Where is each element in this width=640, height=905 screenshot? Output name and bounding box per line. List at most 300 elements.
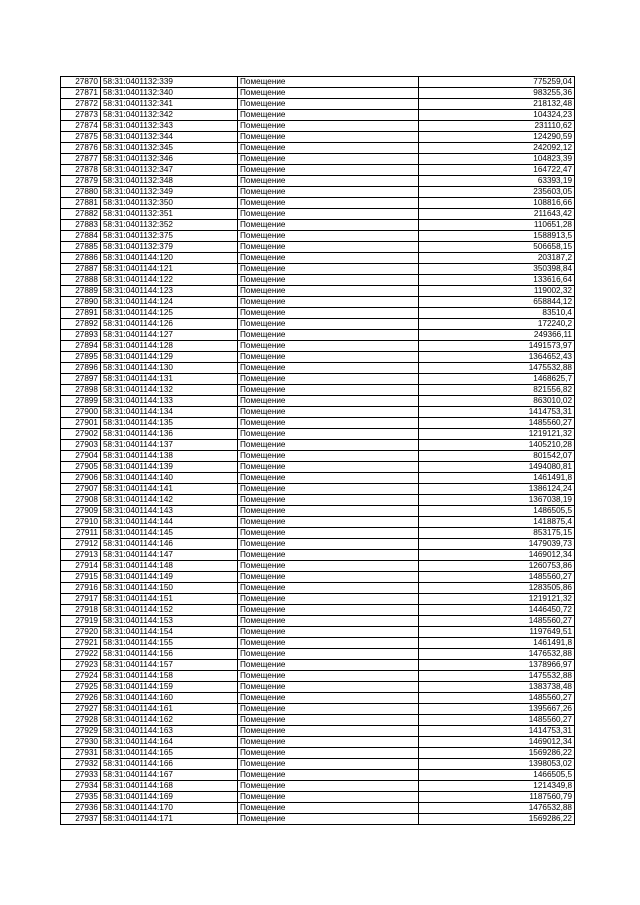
table-row	[61, 770, 575, 781]
object-type-cell: Помещение	[238, 286, 419, 297]
object-type-cell: Помещение	[238, 583, 419, 594]
row-number-cell: 27935	[61, 792, 101, 803]
cadastral-number-cell: 58:31:0401144:149	[101, 572, 238, 583]
object-type-cell: Помещение	[238, 363, 419, 374]
cadastral-value-cell: 110651,28	[419, 220, 575, 231]
object-type-cell: Помещение	[238, 121, 419, 132]
object-type-cell: Помещение	[238, 440, 419, 451]
cadastral-value-cell: 119002,32	[419, 286, 575, 297]
object-type-cell: Помещение	[238, 198, 419, 209]
cadastral-number-cell: 58:31:0401144:169	[101, 792, 238, 803]
table-row	[61, 715, 575, 726]
row-number-cell: 27882	[61, 209, 101, 220]
cadastral-number-cell: 58:31:0401144:131	[101, 374, 238, 385]
row-number-cell: 27913	[61, 550, 101, 561]
row-number-cell: 27871	[61, 88, 101, 99]
table-row	[61, 341, 575, 352]
table-row	[61, 374, 575, 385]
cadastral-number-cell: 58:31:0401144:158	[101, 671, 238, 682]
cadastral-number-cell: 58:31:0401144:132	[101, 385, 238, 396]
row-number-cell: 27931	[61, 748, 101, 759]
object-type-cell: Помещение	[238, 550, 419, 561]
cadastral-number-cell: 58:31:0401132:348	[101, 176, 238, 187]
row-number-cell: 27909	[61, 506, 101, 517]
object-type-cell: Помещение	[238, 231, 419, 242]
cadastral-value-cell: 1219121,32	[419, 429, 575, 440]
cadastral-value-cell: 1485560,27	[419, 418, 575, 429]
cadastral-value-cell: 1219121,32	[419, 594, 575, 605]
cadastral-number-cell: 58:31:0401144:143	[101, 506, 238, 517]
row-number-cell: 27923	[61, 660, 101, 671]
row-number-cell: 27925	[61, 682, 101, 693]
cadastral-number-cell: 58:31:0401144:138	[101, 451, 238, 462]
object-type-cell: Помещение	[238, 561, 419, 572]
object-type-cell: Помещение	[238, 814, 419, 825]
property-table	[60, 76, 575, 825]
cadastral-value-cell: 124290,59	[419, 132, 575, 143]
object-type-cell: Помещение	[238, 781, 419, 792]
row-number-cell: 27903	[61, 440, 101, 451]
object-type-cell: Помещение	[238, 132, 419, 143]
cadastral-value-cell: 1485560,27	[419, 715, 575, 726]
row-number-cell: 27899	[61, 396, 101, 407]
cadastral-number-cell: 58:31:0401144:130	[101, 363, 238, 374]
object-type-cell: Помещение	[238, 319, 419, 330]
table-row	[61, 484, 575, 495]
cadastral-value-cell: 863010,02	[419, 396, 575, 407]
cadastral-value-cell: 1569286,22	[419, 748, 575, 759]
row-number-cell: 27890	[61, 297, 101, 308]
cadastral-value-cell: 1398053,02	[419, 759, 575, 770]
cadastral-value-cell: 983255,36	[419, 88, 575, 99]
table-row	[61, 605, 575, 616]
object-type-cell: Помещение	[238, 759, 419, 770]
row-number-cell: 27904	[61, 451, 101, 462]
object-type-cell: Помещение	[238, 99, 419, 110]
table-row	[61, 660, 575, 671]
cadastral-number-cell: 58:31:0401144:152	[101, 605, 238, 616]
object-type-cell: Помещение	[238, 220, 419, 231]
cadastral-value-cell: 1461491,8	[419, 473, 575, 484]
row-number-cell: 27934	[61, 781, 101, 792]
table-row	[61, 99, 575, 110]
table-row	[61, 176, 575, 187]
object-type-cell: Помещение	[238, 77, 419, 88]
row-number-cell: 27921	[61, 638, 101, 649]
table-row	[61, 418, 575, 429]
cadastral-value-cell: 1476532,88	[419, 803, 575, 814]
cadastral-number-cell: 58:31:0401144:126	[101, 319, 238, 330]
object-type-cell: Помещение	[238, 396, 419, 407]
object-type-cell: Помещение	[238, 165, 419, 176]
cadastral-value-cell: 1466505,5	[419, 770, 575, 781]
table-row	[61, 396, 575, 407]
row-number-cell: 27878	[61, 165, 101, 176]
cadastral-number-cell: 58:31:0401144:120	[101, 253, 238, 264]
object-type-cell: Помещение	[238, 264, 419, 275]
row-number-cell: 27912	[61, 539, 101, 550]
table-row	[61, 165, 575, 176]
cadastral-value-cell: 108816,66	[419, 198, 575, 209]
row-number-cell: 27879	[61, 176, 101, 187]
cadastral-value-cell: 235603,05	[419, 187, 575, 198]
cadastral-number-cell: 58:31:0401132:349	[101, 187, 238, 198]
cadastral-number-cell: 58:31:0401144:171	[101, 814, 238, 825]
cadastral-number-cell: 58:31:0401144:156	[101, 649, 238, 660]
cadastral-value-cell: 1283505,86	[419, 583, 575, 594]
table-row	[61, 242, 575, 253]
row-number-cell: 27884	[61, 231, 101, 242]
row-number-cell: 27900	[61, 407, 101, 418]
table-row	[61, 462, 575, 473]
table-row	[61, 253, 575, 264]
table-row	[61, 583, 575, 594]
table-row	[61, 495, 575, 506]
cadastral-value-cell: 1569286,22	[419, 814, 575, 825]
object-type-cell: Помещение	[238, 627, 419, 638]
row-number-cell: 27916	[61, 583, 101, 594]
cadastral-number-cell: 58:31:0401132:340	[101, 88, 238, 99]
object-type-cell: Помещение	[238, 605, 419, 616]
table-row	[61, 781, 575, 792]
cadastral-number-cell: 58:31:0401144:133	[101, 396, 238, 407]
row-number-cell: 27910	[61, 517, 101, 528]
table-row	[61, 220, 575, 231]
table-row	[61, 231, 575, 242]
cadastral-value-cell: 1214349,8	[419, 781, 575, 792]
row-number-cell: 27887	[61, 264, 101, 275]
table-row	[61, 737, 575, 748]
row-number-cell: 27889	[61, 286, 101, 297]
table-row	[61, 594, 575, 605]
object-type-cell: Помещение	[238, 682, 419, 693]
row-number-cell: 27877	[61, 154, 101, 165]
cadastral-number-cell: 58:31:0401132:341	[101, 99, 238, 110]
cadastral-number-cell: 58:31:0401144:125	[101, 308, 238, 319]
cadastral-number-cell: 58:31:0401144:142	[101, 495, 238, 506]
cadastral-value-cell: 164722,47	[419, 165, 575, 176]
table-row	[61, 627, 575, 638]
cadastral-number-cell: 58:31:0401132:343	[101, 121, 238, 132]
cadastral-value-cell: 1485560,27	[419, 616, 575, 627]
cadastral-number-cell: 58:31:0401132:375	[101, 231, 238, 242]
cadastral-value-cell: 1461491,8	[419, 638, 575, 649]
cadastral-number-cell: 58:31:0401132:344	[101, 132, 238, 143]
object-type-cell: Помещение	[238, 792, 419, 803]
object-type-cell: Помещение	[238, 715, 419, 726]
cadastral-number-cell: 58:31:0401144:151	[101, 594, 238, 605]
row-number-cell: 27893	[61, 330, 101, 341]
object-type-cell: Помещение	[238, 726, 419, 737]
object-type-cell: Помещение	[238, 297, 419, 308]
cadastral-value-cell: 203187,2	[419, 253, 575, 264]
object-type-cell: Помещение	[238, 385, 419, 396]
cadastral-number-cell: 58:31:0401144:164	[101, 737, 238, 748]
cadastral-value-cell: 1494080,81	[419, 462, 575, 473]
table-row	[61, 330, 575, 341]
table-row	[61, 209, 575, 220]
cadastral-value-cell: 1485560,27	[419, 572, 575, 583]
object-type-cell: Помещение	[238, 803, 419, 814]
table-row	[61, 616, 575, 627]
object-type-cell: Помещение	[238, 429, 419, 440]
object-type-cell: Помещение	[238, 418, 419, 429]
object-type-cell: Помещение	[238, 737, 419, 748]
cadastral-value-cell: 1469012,34	[419, 737, 575, 748]
cadastral-value-cell: 1469012,34	[419, 550, 575, 561]
object-type-cell: Помещение	[238, 209, 419, 220]
object-type-cell: Помещение	[238, 462, 419, 473]
row-number-cell: 27926	[61, 693, 101, 704]
cadastral-value-cell: 63393,19	[419, 176, 575, 187]
object-type-cell: Помещение	[238, 374, 419, 385]
cadastral-value-cell: 1468625,7	[419, 374, 575, 385]
object-type-cell: Помещение	[238, 495, 419, 506]
row-number-cell: 27901	[61, 418, 101, 429]
table-row	[61, 506, 575, 517]
cadastral-value-cell: 1475532,88	[419, 363, 575, 374]
table-row	[61, 154, 575, 165]
cadastral-value-cell: 1367038,19	[419, 495, 575, 506]
row-number-cell: 27888	[61, 275, 101, 286]
cadastral-value-cell: 1260753,86	[419, 561, 575, 572]
object-type-cell: Помещение	[238, 330, 419, 341]
cadastral-value-cell: 172240,2	[419, 319, 575, 330]
table-row	[61, 440, 575, 451]
table-row	[61, 77, 575, 88]
cadastral-number-cell: 58:31:0401144:123	[101, 286, 238, 297]
object-type-cell: Помещение	[238, 506, 419, 517]
cadastral-number-cell: 58:31:0401144:162	[101, 715, 238, 726]
table-row	[61, 726, 575, 737]
cadastral-number-cell: 58:31:0401144:124	[101, 297, 238, 308]
row-number-cell: 27885	[61, 242, 101, 253]
cadastral-number-cell: 58:31:0401144:122	[101, 275, 238, 286]
row-number-cell: 27924	[61, 671, 101, 682]
cadastral-value-cell: 821556,82	[419, 385, 575, 396]
cadastral-number-cell: 58:31:0401144:121	[101, 264, 238, 275]
table-row	[61, 143, 575, 154]
object-type-cell: Помещение	[238, 594, 419, 605]
cadastral-number-cell: 58:31:0401144:160	[101, 693, 238, 704]
row-number-cell: 27908	[61, 495, 101, 506]
row-number-cell: 27911	[61, 528, 101, 539]
cadastral-value-cell: 775259,04	[419, 77, 575, 88]
row-number-cell: 27894	[61, 341, 101, 352]
object-type-cell: Помещение	[238, 770, 419, 781]
object-type-cell: Помещение	[238, 407, 419, 418]
table-row	[61, 759, 575, 770]
row-number-cell: 27936	[61, 803, 101, 814]
cadastral-number-cell: 58:31:0401144:137	[101, 440, 238, 451]
cadastral-number-cell: 58:31:0401144:148	[101, 561, 238, 572]
cadastral-value-cell: 1485560,27	[419, 693, 575, 704]
table-row	[61, 693, 575, 704]
table-row	[61, 682, 575, 693]
cadastral-number-cell: 58:31:0401132:346	[101, 154, 238, 165]
cadastral-number-cell: 58:31:0401144:127	[101, 330, 238, 341]
cadastral-value-cell: 506658,15	[419, 242, 575, 253]
object-type-cell: Помещение	[238, 176, 419, 187]
cadastral-value-cell: 1364652,43	[419, 352, 575, 363]
row-number-cell: 27897	[61, 374, 101, 385]
cadastral-value-cell: 1378966,97	[419, 660, 575, 671]
object-type-cell: Помещение	[238, 484, 419, 495]
table-row	[61, 88, 575, 99]
row-number-cell: 27932	[61, 759, 101, 770]
cadastral-number-cell: 58:31:0401144:161	[101, 704, 238, 715]
row-number-cell: 27895	[61, 352, 101, 363]
cadastral-number-cell: 58:31:0401144:134	[101, 407, 238, 418]
cadastral-value-cell: 133616,64	[419, 275, 575, 286]
cadastral-number-cell: 58:31:0401144:159	[101, 682, 238, 693]
object-type-cell: Помещение	[238, 352, 419, 363]
table-row	[61, 110, 575, 121]
cadastral-value-cell: 801542,07	[419, 451, 575, 462]
cadastral-number-cell: 58:31:0401144:157	[101, 660, 238, 671]
cadastral-value-cell: 1386124,24	[419, 484, 575, 495]
table-row	[61, 297, 575, 308]
table-row	[61, 319, 575, 330]
cadastral-value-cell: 1414753,31	[419, 726, 575, 737]
cadastral-number-cell: 58:31:0401144:170	[101, 803, 238, 814]
cadastral-value-cell: 1475532,88	[419, 671, 575, 682]
table-row	[61, 671, 575, 682]
row-number-cell: 27873	[61, 110, 101, 121]
cadastral-number-cell: 58:31:0401144:129	[101, 352, 238, 363]
table-row	[61, 363, 575, 374]
row-number-cell: 27892	[61, 319, 101, 330]
table-row	[61, 528, 575, 539]
object-type-cell: Помещение	[238, 253, 419, 264]
object-type-cell: Помещение	[238, 308, 419, 319]
row-number-cell: 27937	[61, 814, 101, 825]
row-number-cell: 27930	[61, 737, 101, 748]
table-row	[61, 473, 575, 484]
row-number-cell: 27898	[61, 385, 101, 396]
cadastral-value-cell: 242092,12	[419, 143, 575, 154]
object-type-cell: Помещение	[238, 242, 419, 253]
row-number-cell: 27876	[61, 143, 101, 154]
cadastral-value-cell: 1414753,31	[419, 407, 575, 418]
row-number-cell: 27922	[61, 649, 101, 660]
table-body	[61, 77, 575, 825]
cadastral-value-cell: 1197649,51	[419, 627, 575, 638]
table-row	[61, 121, 575, 132]
cadastral-number-cell: 58:31:0401132:350	[101, 198, 238, 209]
table-row	[61, 429, 575, 440]
row-number-cell: 27933	[61, 770, 101, 781]
object-type-cell: Помещение	[238, 649, 419, 660]
row-number-cell: 27905	[61, 462, 101, 473]
row-number-cell: 27928	[61, 715, 101, 726]
cadastral-number-cell: 58:31:0401132:379	[101, 242, 238, 253]
cadastral-value-cell: 1476532,88	[419, 649, 575, 660]
cadastral-number-cell: 58:31:0401144:136	[101, 429, 238, 440]
row-number-cell: 27920	[61, 627, 101, 638]
cadastral-value-cell: 1418875,4	[419, 517, 575, 528]
object-type-cell: Помещение	[238, 572, 419, 583]
row-number-cell: 27874	[61, 121, 101, 132]
table-row	[61, 803, 575, 814]
cadastral-number-cell: 58:31:0401144:154	[101, 627, 238, 638]
row-number-cell: 27927	[61, 704, 101, 715]
cadastral-value-cell: 1446450,72	[419, 605, 575, 616]
table-row	[61, 638, 575, 649]
row-number-cell: 27883	[61, 220, 101, 231]
table-row	[61, 550, 575, 561]
cadastral-number-cell: 58:31:0401144:146	[101, 539, 238, 550]
row-number-cell: 27907	[61, 484, 101, 495]
object-type-cell: Помещение	[238, 539, 419, 550]
object-type-cell: Помещение	[238, 660, 419, 671]
object-type-cell: Помещение	[238, 88, 419, 99]
cadastral-value-cell: 211643,42	[419, 209, 575, 220]
cadastral-number-cell: 58:31:0401144:150	[101, 583, 238, 594]
cadastral-number-cell: 58:31:0401144:145	[101, 528, 238, 539]
cadastral-number-cell: 58:31:0401132:339	[101, 77, 238, 88]
cadastral-number-cell: 58:31:0401132:347	[101, 165, 238, 176]
object-type-cell: Помещение	[238, 528, 419, 539]
cadastral-value-cell: 83510,4	[419, 308, 575, 319]
table-row	[61, 132, 575, 143]
table-row	[61, 385, 575, 396]
row-number-cell: 27917	[61, 594, 101, 605]
row-number-cell: 27896	[61, 363, 101, 374]
cadastral-value-cell: 231110,62	[419, 121, 575, 132]
object-type-cell: Помещение	[238, 671, 419, 682]
cadastral-value-cell: 1491573,97	[419, 341, 575, 352]
object-type-cell: Помещение	[238, 704, 419, 715]
row-number-cell: 27902	[61, 429, 101, 440]
row-number-cell: 27915	[61, 572, 101, 583]
cadastral-value-cell: 1479039,73	[419, 539, 575, 550]
object-type-cell: Помещение	[238, 473, 419, 484]
table-row	[61, 352, 575, 363]
cadastral-value-cell: 350398,84	[419, 264, 575, 275]
object-type-cell: Помещение	[238, 638, 419, 649]
table-row	[61, 792, 575, 803]
table-row	[61, 198, 575, 209]
cadastral-number-cell: 58:31:0401144:140	[101, 473, 238, 484]
cadastral-value-cell: 1405210,28	[419, 440, 575, 451]
cadastral-value-cell: 1486505,5	[419, 506, 575, 517]
cadastral-value-cell: 1395667,26	[419, 704, 575, 715]
cadastral-value-cell: 1187560,79	[419, 792, 575, 803]
cadastral-number-cell: 58:31:0401144:144	[101, 517, 238, 528]
cadastral-value-cell: 1588913,5	[419, 231, 575, 242]
row-number-cell: 27875	[61, 132, 101, 143]
table-row	[61, 539, 575, 550]
table-row	[61, 451, 575, 462]
cadastral-number-cell: 58:31:0401144:153	[101, 616, 238, 627]
object-type-cell: Помещение	[238, 143, 419, 154]
row-number-cell: 27929	[61, 726, 101, 737]
object-type-cell: Помещение	[238, 616, 419, 627]
cadastral-number-cell: 58:31:0401132:351	[101, 209, 238, 220]
cadastral-value-cell: 249366,11	[419, 330, 575, 341]
cadastral-number-cell: 58:31:0401132:352	[101, 220, 238, 231]
table-row	[61, 748, 575, 759]
object-type-cell: Помещение	[238, 275, 419, 286]
object-type-cell: Помещение	[238, 154, 419, 165]
cadastral-number-cell: 58:31:0401144:147	[101, 550, 238, 561]
table-row	[61, 308, 575, 319]
row-number-cell: 27918	[61, 605, 101, 616]
object-type-cell: Помещение	[238, 748, 419, 759]
row-number-cell: 27872	[61, 99, 101, 110]
row-number-cell: 27906	[61, 473, 101, 484]
